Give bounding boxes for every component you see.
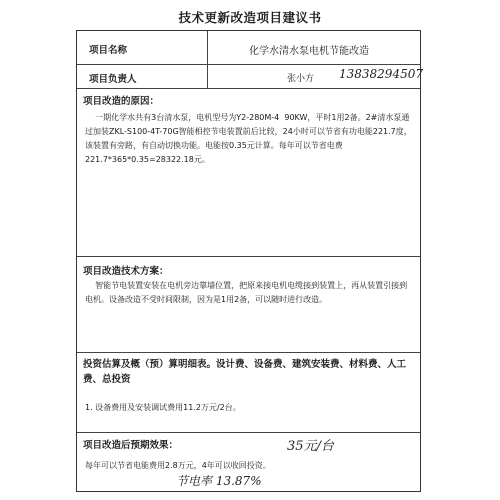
plan-body: 智能节电装置安装在电机旁边靠墙位置，把原来接电机电缆接到装置上，再从装置引接到电机。设备改造不受时间限制，因为是1用2备，可以随时进行改造。 [85,281,408,304]
reason-heading: 项目改造的原因： [83,96,160,107]
effect-handwritten-note: 35元/台 [287,439,334,454]
budget-body: 1. 设备费用及安装调试费用11.2万元/2台。 [85,403,241,412]
project-name-value: 化学水清水泵电机节能改造 [249,46,369,57]
column-divider [207,65,208,88]
document-title: 技术更新改造项目建议书 [178,10,322,25]
project-name-row [77,31,420,65]
proposal-form [76,30,421,492]
effect-body: 每年可以节省电能费用2.8万元，4年可以收回投资。 [85,461,271,470]
budget-heading: 投资估算及概（预）算明细表。设计费、设备费、建筑安装费、材料费、人工费、总投资 [83,359,407,385]
reason-section [77,89,420,257]
footer-handwritten-note: 节电率 13.87% [176,474,262,488]
budget-section [77,353,420,433]
reason-body: 一期化学水共有3台清水泵，电机型号为Y2-280M-4 90KW，平时1用2备。2#清水泵通过加装ZKL-S100-4T-70G智能相控节电装置前后比较，24小时可以节省有功电能221.7度，该装置有旁路，有自动切换功能。电能按0.35元计算。每年可以节省电费221.7*365*0.35=28322.18元。 [85,113,412,164]
plan-heading: 项目改造技术方案： [83,266,169,277]
plan-section [77,257,420,353]
column-divider [207,31,208,64]
project-lead-phone: 13838294507 [339,67,423,81]
effect-heading: 项目改造后预期效果： [83,440,179,451]
project-lead-value: 张小方 [287,74,315,84]
project-name-label: 项目名称 [89,45,128,56]
project-lead-row [77,65,423,89]
project-lead-label: 项目负责人 [89,74,137,85]
